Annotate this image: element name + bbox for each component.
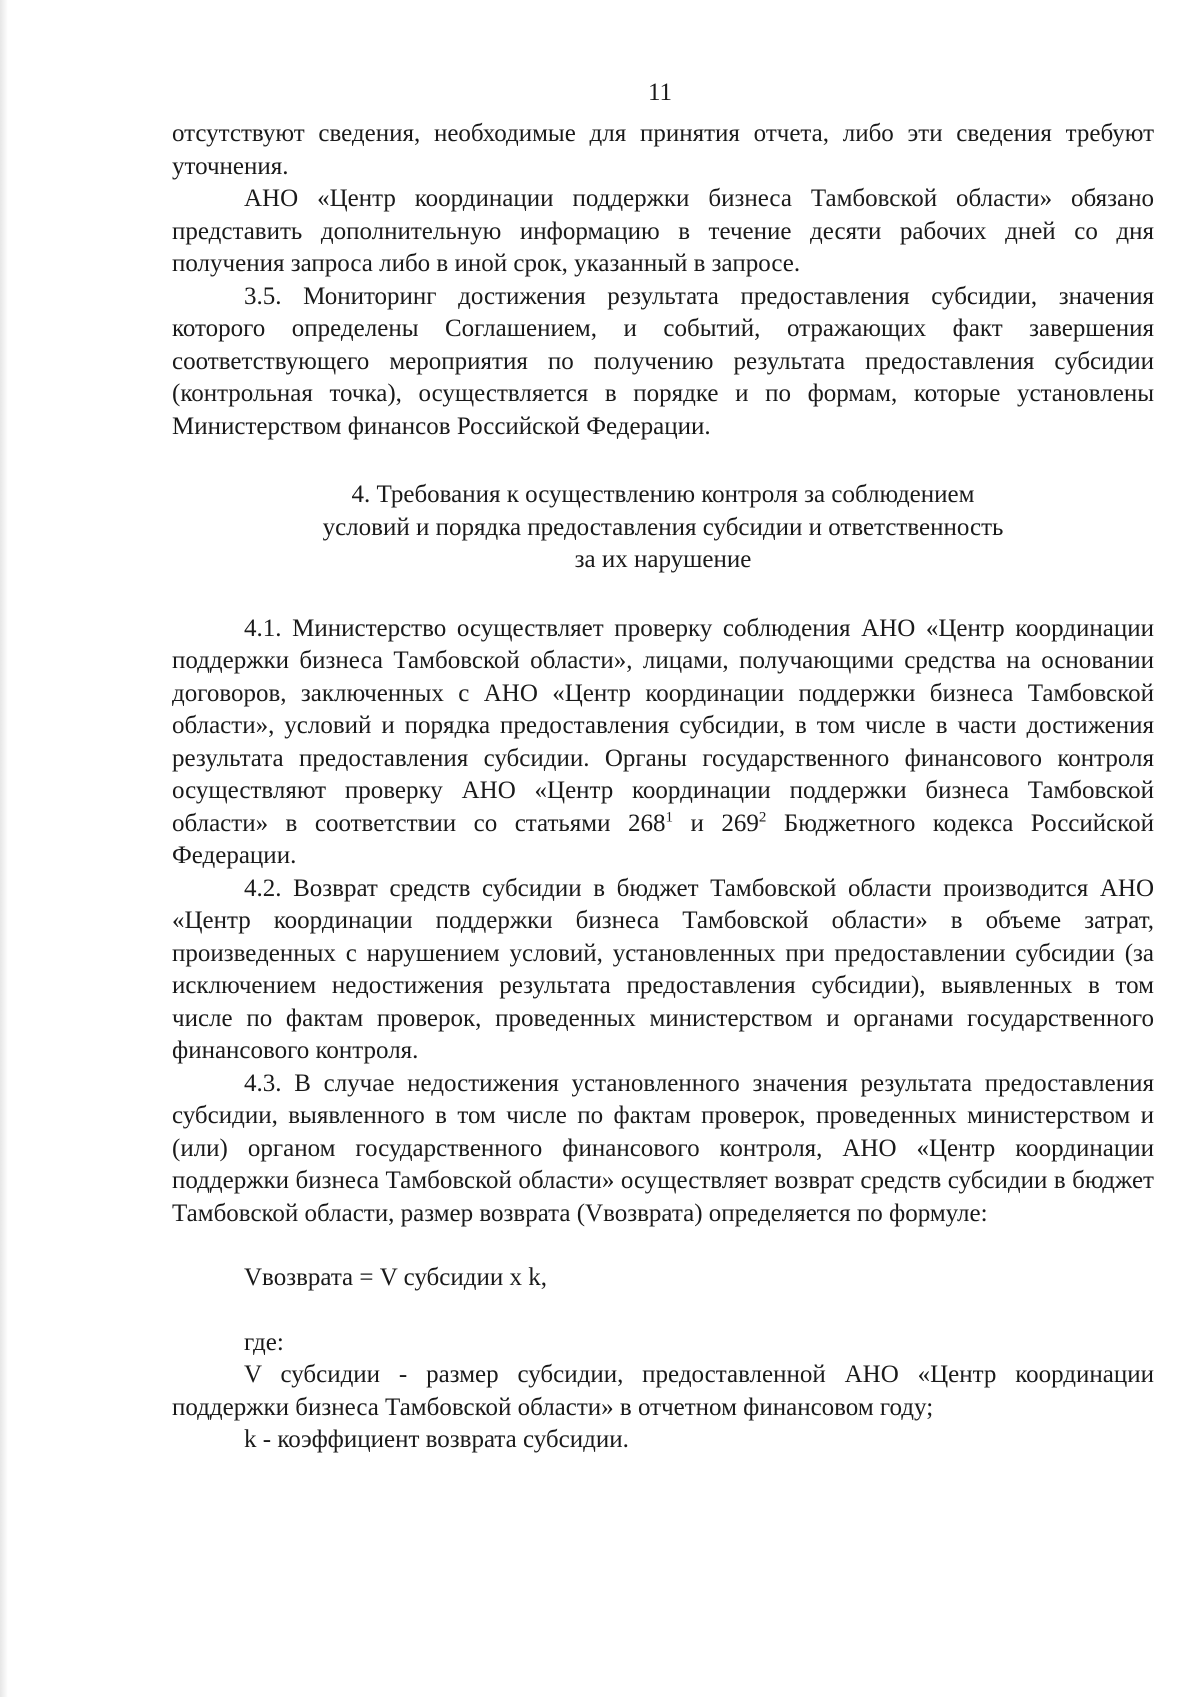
where-label: где: xyxy=(244,1328,284,1356)
heading-line-1: 4. Требования к осуществлению контроля за соблюдением xyxy=(351,481,975,508)
p41-text-2: и 269 xyxy=(673,809,759,837)
p41-sup-1: 1 xyxy=(665,809,673,826)
paragraph-additional-info: АНО «Центр координации поддержки бизнеса Тамбовской области» обязано представить дополнительную информацию в течение десяти рабочих дней со дня получения запроса либо в иной срок, указанный в запросе. xyxy=(172,185,1154,277)
document-body xyxy=(172,118,1154,1457)
heading-line-3: за их нарушение xyxy=(574,546,752,573)
section-4-heading xyxy=(172,479,1154,577)
paragraph-4-3: 4.3. В случае недостижения установленного значения результата предоставления субсидии, выявленного в том числе по фактам проверок, проведенных министерством и (или) органом государственного финансового контроля, АНО «Центр координации поддержки бизнеса Тамбовской области» осуществляет возврат средств субсидии в бюджет Тамбовской области, размер возврата (Vвозврата) определяется по формуле: xyxy=(172,1069,1154,1227)
paragraph-3-5: 3.5. Мониторинг достижения результата предоставления субсидии, значения которого определены Соглашением, и событий, отражающих факт завершения соответствующего мероприятия по получению результата предоставления субсидии (контрольная точка), осуществляется в порядке и по формам, которые установлены Министерством финансов Российской Федерации. xyxy=(172,282,1154,440)
paragraph-continuation: отсутствуют сведения, необходимые для принятия отчета, либо эти сведения требуют уточнения. xyxy=(172,120,1154,180)
p41-text-3: Бюджетного кодекса Российской Федерации. xyxy=(172,809,1155,869)
heading-line-2: условий и порядка предоставления субсидии и ответственность xyxy=(322,513,1004,541)
paragraph-4-2: 4.2. Возврат средств субсидии в бюджет Тамбовской области производится АНО «Центр координации поддержки бизнеса Тамбовской области» в объеме затрат, произведенных с нарушением условий, установленных при предоставлении субсидии (за исключением недостижения результата предоставления субсидии), выявленных в том числе по фактам проверок, проведенных министерством и органами государственного финансового контроля. xyxy=(172,874,1154,1064)
definition-k: k - коэффициент возврата субсидии. xyxy=(244,1426,629,1453)
p41-text-1: 4.1. Министерство осуществляет проверку соблюдения АНО «Центр координации поддержки бизнеса Тамбовской области», лицами, получающими средства на основании договоров, заключенных с АНО «Центр координации поддержки бизнеса Тамбовской области», условий и порядка предоставления субсидии, в том числе в части достижения результата предоставления субсидии. Органы государственного финансового контроля осуществляют проверку АНО «Центр координации поддержки бизнеса Тамбовской области» в соответствии со статьями 268 xyxy=(172,614,1154,837)
return-formula: Vвозврата = V субсидии x k, xyxy=(244,1264,547,1291)
paragraph-4-1 xyxy=(172,613,1154,873)
page-number: 11 xyxy=(647,79,673,106)
p41-sup-2: 2 xyxy=(758,809,767,826)
scan-edge xyxy=(0,0,8,1697)
definition-v: V субсидии - размер субсидии, предоставленной АНО «Центр координации поддержки бизнеса Тамбовской области» в отчетном финансовом году; xyxy=(172,1361,1154,1421)
